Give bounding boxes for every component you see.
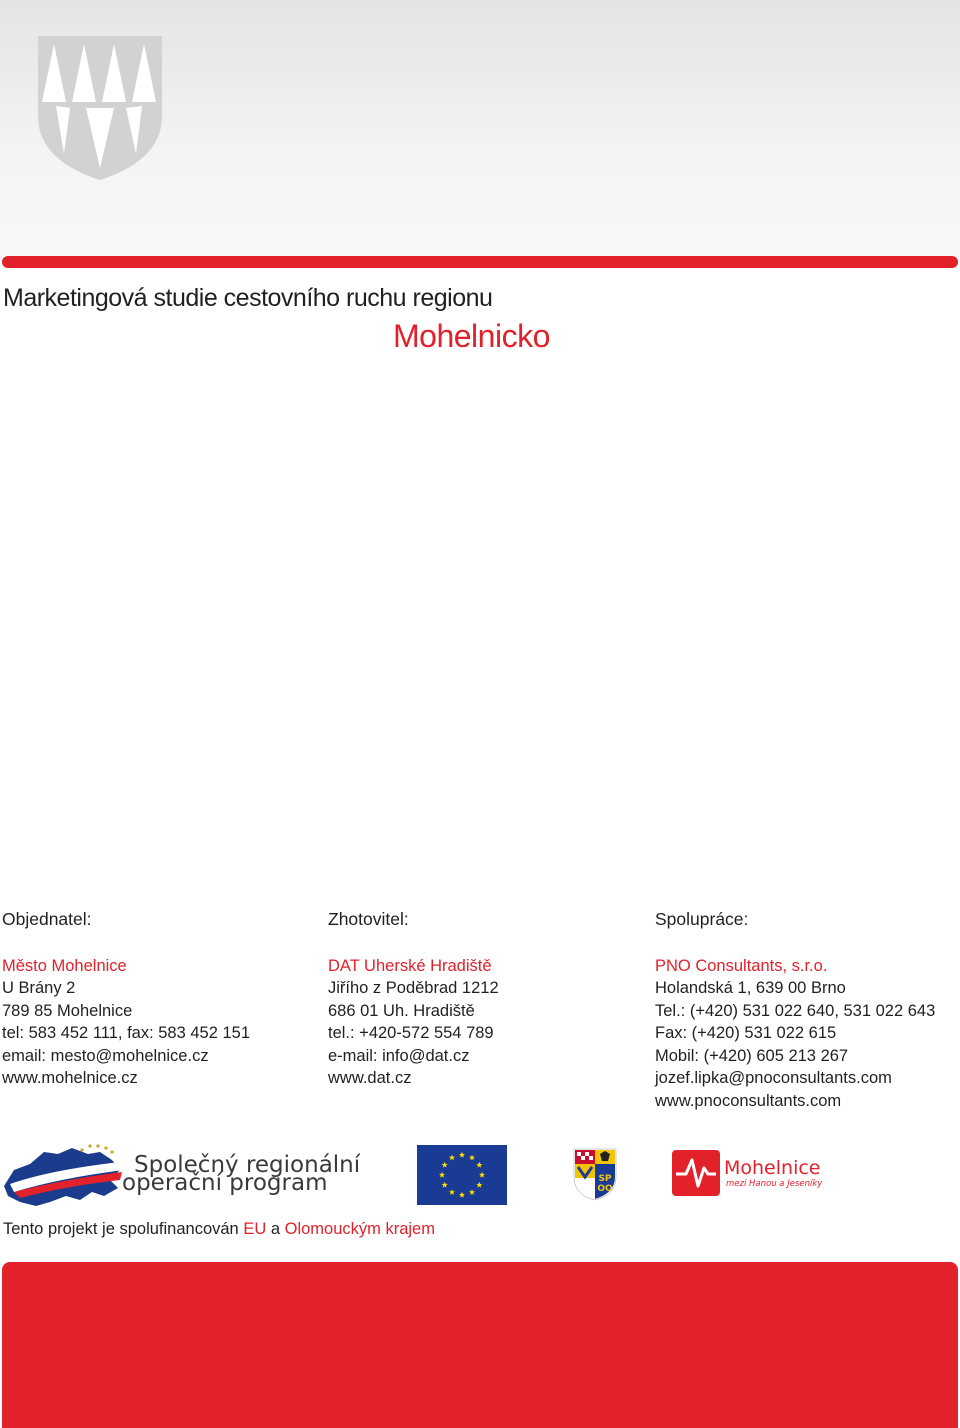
contractor-column [328,908,499,1090]
client-line: U Brány 2 [2,979,76,997]
olomouc-region-crest-icon [572,1147,618,1201]
svg-text:OO: OO [597,1184,613,1194]
contractor-line: www.dat.cz [328,1069,412,1087]
document-title: Marketingová studie cestovního ruchu regionu [3,284,493,312]
funding-note-region: Olomouckým krajem [284,1220,435,1238]
cooperation-line: Fax: (+420) 531 022 615 [655,1024,837,1042]
srop-logo [0,1140,360,1212]
srop-line2: operační program [122,1170,328,1196]
bottom-red-panel [2,1262,958,1428]
svg-text:SP: SP [598,1174,612,1184]
client-heading: Objednatel: [2,909,92,929]
client-name: Město Mohelnice [2,956,127,975]
contractor-heading: Zhotovitel: [328,909,409,929]
funding-note-prefix: Tento projekt je spolufinancován [3,1220,244,1238]
contractor-name: DAT Uherské Hradiště [328,956,492,975]
mohelnice-logo [672,1148,832,1198]
client-line: tel: 583 452 111, fax: 583 452 151 [2,1024,251,1042]
cooperation-heading: Spolupráce: [655,909,749,929]
cooperation-line: Mobil: (+420) 605 213 267 [655,1046,849,1065]
cooperation-line: Holandská 1, 639 00 Brno [655,979,846,997]
srop-line1: Společný regionální [134,1152,360,1178]
client-column [2,908,250,1090]
cooperation-line: jozef.lipka@pnoconsultants.com [655,1069,892,1087]
funding-note-eu: EU [243,1220,267,1238]
contractor-line: Jiřího z Poděbrad 1212 [328,979,499,997]
red-divider [2,256,958,268]
cooperation-line: Tel.: (+420) 531 022 640, 531 022 643 [655,1001,936,1020]
contractor-line: e-mail: info@dat.cz [328,1046,470,1065]
client-line: 789 85 Mohelnice [2,1001,133,1020]
cooperation-line: www.pnoconsultants.com [655,1091,842,1110]
cooperation-name: PNO Consultants, s.r.o. [655,956,828,975]
funding-note-conj: a [266,1220,285,1238]
client-line: email: mesto@mohelnice.cz [2,1046,209,1065]
contractor-line: 686 01 Uh. Hradiště [328,1001,475,1020]
contractor-line: tel.: +420-572 554 789 [328,1024,494,1042]
client-line: www.mohelnice.cz [2,1069,138,1087]
document-subtitle: Mohelnicko [393,318,550,354]
funding-note [3,1220,435,1239]
mohelnice-crest-watermark [38,36,162,180]
mohelnice-logo-name: Mohelnice [724,1157,821,1179]
cooperation-column [655,908,935,1112]
mohelnice-logo-tagline: mezi Hanou a Jeseníky [726,1179,823,1189]
eu-flag-icon [417,1145,507,1205]
